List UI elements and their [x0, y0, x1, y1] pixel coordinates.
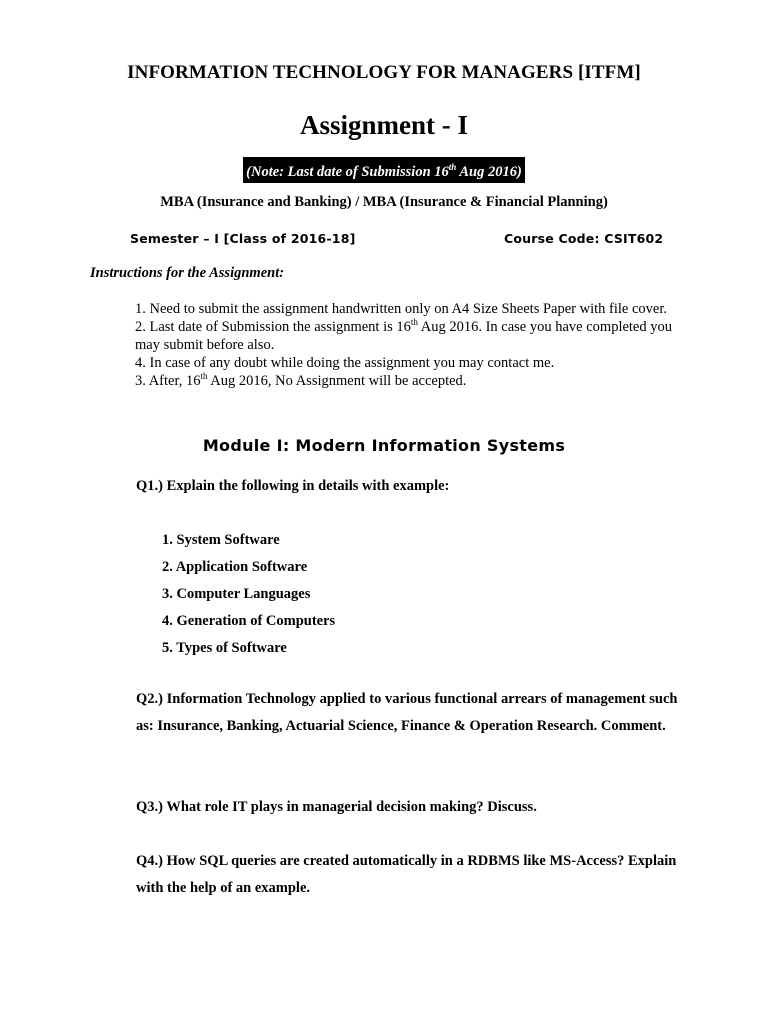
note-superscript: th	[448, 162, 457, 172]
instruction-text: Aug 2016, No Assignment will be accepted.	[207, 373, 467, 389]
submission-note-container	[0, 157, 768, 183]
question-2: Q2.) Information Technology applied to various functional arrears of management such as: Insurance, Banking, Actuarial Science, Finance & Operation Research. Comment.	[136, 691, 678, 734]
instructions-list	[135, 300, 680, 390]
instruction-superscript: th	[200, 371, 208, 382]
assignment-title: Assignment - I	[299, 110, 468, 140]
question-1: Q1.) Explain the following in details with example:	[136, 478, 450, 494]
instruction-item	[135, 318, 680, 354]
submission-note	[243, 157, 525, 183]
instruction-text: 3. After, 16	[135, 373, 201, 389]
list-item: 4. Generation of Computers	[162, 613, 336, 629]
list-item: 5. Types of Software	[162, 640, 287, 656]
list-item: 3. Computer Languages	[162, 586, 311, 602]
question-1-subitems	[162, 527, 335, 662]
instruction-item	[135, 372, 680, 390]
course-code-label: Course Code: CSIT602	[504, 231, 664, 246]
note-suffix: Aug 2016)	[456, 163, 522, 180]
list-item: 1. System Software	[162, 532, 280, 548]
course-title: INFORMATION TECHNOLOGY FOR MANAGERS [ITFM]	[127, 62, 641, 83]
list-item: 2. Application Software	[162, 559, 308, 575]
instruction-item: 4. In case of any doubt while doing the assignment you may contact me.	[135, 355, 555, 371]
note-prefix: (Note: Last date of Submission 16	[246, 163, 449, 180]
program-line: MBA (Insurance and Banking) / MBA (Insurance & Financial Planning)	[160, 194, 608, 210]
instruction-text: 2. Last date of Submission the assignment is 16	[135, 319, 411, 335]
instruction-item: 1. Need to submit the assignment handwritten only on A4 Size Sheets Paper with file cover.	[135, 301, 667, 317]
instruction-superscript: th	[410, 317, 418, 328]
module-heading: Module I: Modern Information Systems	[202, 436, 566, 455]
question-4: Q4.) How SQL queries are created automatically in a RDBMS like MS-Access? Explain with the help of an example.	[136, 853, 677, 896]
instruction-text: Aug 2016. In case you have completed you may submit before also.	[135, 319, 672, 353]
question-3: Q3.) What role IT plays in managerial decision making? Discuss.	[136, 799, 537, 815]
instructions-heading: Instructions for the Assignment:	[90, 265, 285, 281]
semester-label: Semester – I [Class of 2016-18]	[130, 231, 356, 246]
